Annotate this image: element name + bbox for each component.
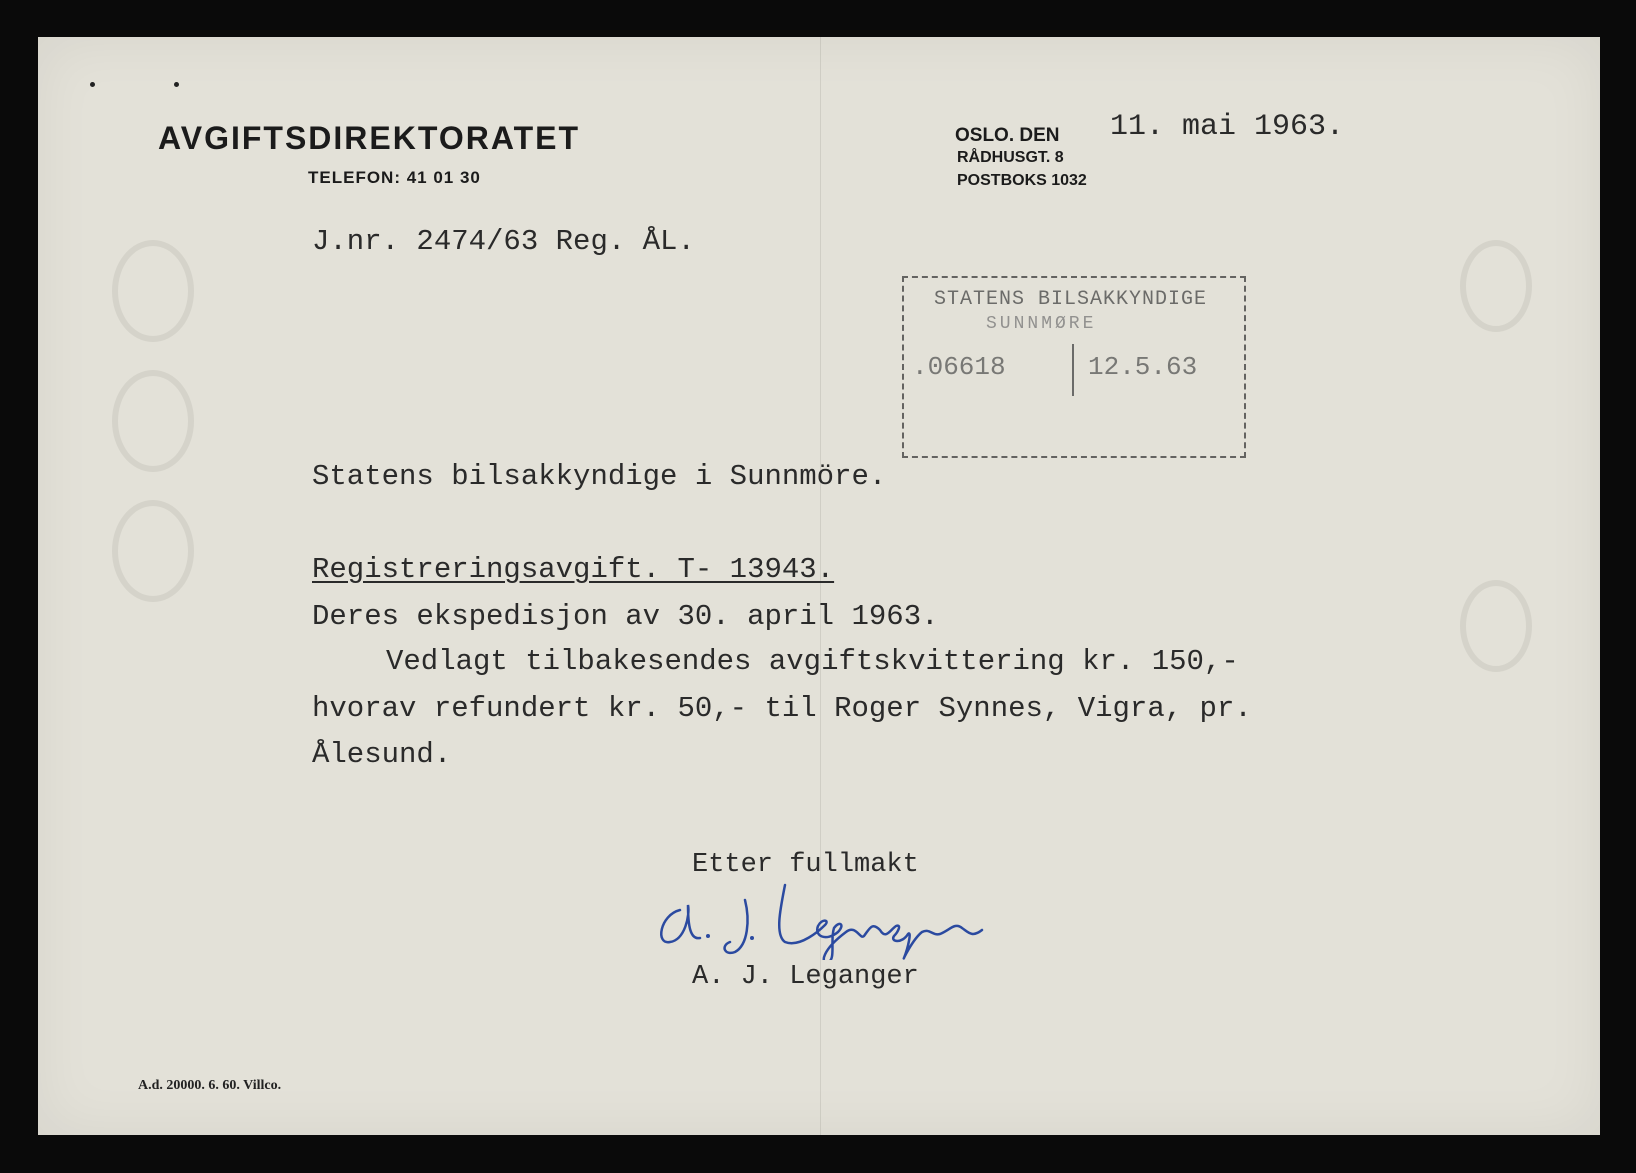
body-line: Deres ekspedisjon av 30. april 1963. (312, 600, 939, 633)
ink-dot (174, 82, 179, 87)
organization-telephone: TELEFON: 41 01 30 (308, 168, 481, 187)
received-stamp (902, 276, 1246, 458)
recipient-line: Statens bilsakkyndige i Sunnmöre. (312, 460, 887, 493)
letter-date: 11. mai 1963. (1110, 110, 1345, 144)
body-line: Ålesund. (312, 738, 452, 771)
show-through-mark (1460, 240, 1532, 332)
stamp-line-2: SUNNMØRE (986, 314, 1097, 334)
show-through-mark (112, 500, 194, 602)
stamp-number: .06618 (912, 352, 1006, 382)
handwritten-signature (650, 870, 1030, 960)
ink-dot (90, 82, 95, 87)
stamp-divider (1072, 344, 1074, 396)
stamp-date: 12.5.63 (1088, 352, 1198, 382)
letterhead-postbox: POSTBOKS 1032 (957, 172, 1087, 189)
letterhead-city: OSLO. DEN (955, 125, 1060, 146)
body-line: hvorav refundert kr. 50,- til Roger Synnes, Vigra, pr. (312, 692, 1252, 725)
show-through-mark (112, 240, 194, 342)
show-through-mark (1460, 580, 1532, 672)
letterhead-street: RÅDHUSGT. 8 (957, 149, 1064, 166)
subject-line: Registreringsavgift. T- 13943. (312, 553, 835, 586)
closing-line: Etter fullmakt (692, 850, 919, 880)
journal-reference: J.nr. 2474/63 Reg. ÅL. (312, 225, 695, 258)
stamp-line-1: STATENS BILSAKKYNDIGE (934, 288, 1208, 311)
organization-name: AVGIFTSDIREKTORATET (158, 120, 580, 156)
signer-name: A. J. Leganger (692, 962, 919, 992)
body-line: Vedlagt tilbakesendes avgiftskvittering kr. 150,- (386, 645, 1239, 678)
print-footer: A.d. 20000. 6. 60. Villco. (138, 1078, 282, 1093)
show-through-mark (112, 370, 194, 472)
